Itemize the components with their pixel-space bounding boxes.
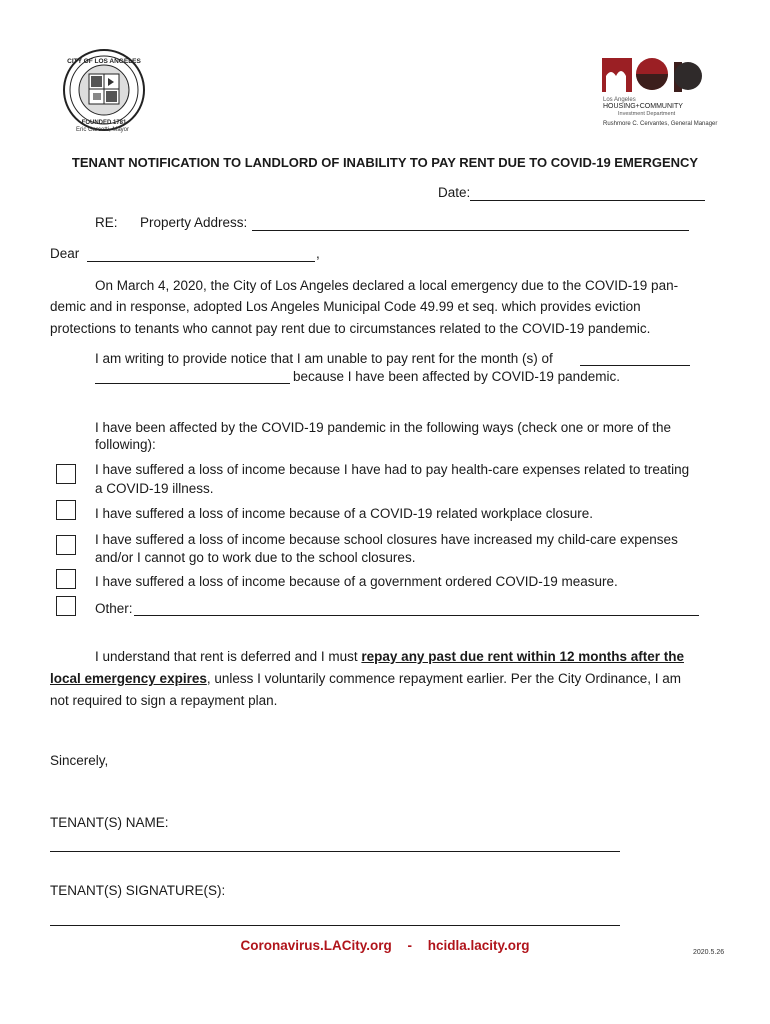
sincerely-label: Sincerely, [50,753,109,768]
document-title: TENANT NOTIFICATION TO LANDLORD OF INABILITY TO PAY RENT DUE TO COVID-19 EMERGENCY [71,155,699,170]
repay-emphasis-1: repay any past due rent within 12 months after the [361,649,684,664]
hcid-agency-logo [600,56,704,118]
dear-comma: , [316,246,320,261]
general-manager-caption: Rushmore C. Cervantes, General Manager [603,121,718,127]
footer-links [0,938,770,953]
months-field-line-2[interactable] [95,383,290,384]
para3-line-1: I have been affected by the COVID-19 pandemic in the following ways (check one or more of the [95,420,672,435]
option-health-care-line-1: I have suffered a loss of income because I have had to pay health-care expenses related to treating [95,462,690,477]
option-government-measure: I have suffered a loss of income because of a government ordered COVID-19 measure. [95,574,618,589]
mayor-caption: Eric Garcetti, Mayor [76,127,130,133]
city-seal-logo [62,48,146,132]
para2-line-1: I am writing to provide notice that I am unable to pay rent for the month (s) of [95,351,553,366]
checkbox-health-care[interactable] [56,464,76,484]
para1-line-3: protections to tenants who cannot pay rent due to circumstances related to the COVID-19 pandemic. [50,321,651,336]
tenant-name-label: TENANT(S) NAME: [50,815,169,830]
option-school-closure-line-2: and/or I cannot go to work due to the school closures. [95,550,416,565]
option-school-closure-line-1: I have suffered a loss of income because school closures have increased my child-care expenses [95,532,678,547]
re-label: RE: [95,215,118,230]
hcidla-link[interactable]: hcidla.lacity.org [427,938,530,953]
svg-text:Los Angeles: Los Angeles [603,97,636,103]
option-workplace-closure: I have suffered a loss of income because of a COVID-19 related workplace closure. [95,506,594,521]
property-address-label: Property Address: [140,215,248,230]
svg-text:Investment Department: Investment Department [618,111,676,117]
other-field-line[interactable] [134,615,699,616]
repay-line-1 [95,648,684,666]
para2-line-2: because I have been affected by COVID-19 pandemic. [293,369,620,384]
option-other-label: Other: [95,601,133,616]
coronavirus-link[interactable]: Coronavirus.LACity.org [240,938,392,953]
months-field-line[interactable] [580,365,690,366]
landlord-name-field-line[interactable] [87,261,315,262]
checkbox-school-closure[interactable] [56,535,76,555]
tenant-signature-label: TENANT(S) SIGNATURE(S): [50,883,226,898]
repay-line-1-text: I understand that rent is deferred and I must [95,649,362,664]
svg-text:CITY OF LOS ANGELES: CITY OF LOS ANGELES [67,58,141,65]
checkbox-other[interactable] [56,596,76,616]
para3-line-2: following): [95,437,156,452]
para1-line-1: On March 4, 2020, the City of Los Angeles declared a local emergency due to the COVID-19 pan- [95,278,679,293]
tenant-name-field-line[interactable] [50,851,620,852]
repay-line-2-text: , unless I voluntarily commence repayment earlier. Per the City Ordinance, I am [206,671,682,686]
property-address-field-line[interactable] [252,230,689,231]
repay-line-2 [50,670,681,688]
svg-text:HOUSING+COMMUNITY: HOUSING+COMMUNITY [603,103,683,110]
checkbox-government-measure[interactable] [56,569,76,589]
repay-line-3: not required to sign a repayment plan. [50,693,278,708]
footer-separator: - [407,938,412,953]
dear-label: Dear [50,246,80,261]
svg-text:FOUNDED 1781: FOUNDED 1781 [81,120,127,126]
date-field-line[interactable] [470,200,705,201]
version-stamp: 2020.5.26 [693,949,725,956]
tenant-signature-field-line[interactable] [50,925,620,926]
para1-line-2: demic and in response, adopted Los Angeles Municipal Code 49.99 et seq. which provides eviction [50,299,641,314]
repay-emphasis-2: local emergency expires [50,671,207,686]
checkbox-workplace-closure[interactable] [56,500,76,520]
date-label: Date: [438,185,471,200]
option-health-care-line-2: a COVID-19 illness. [95,481,214,496]
